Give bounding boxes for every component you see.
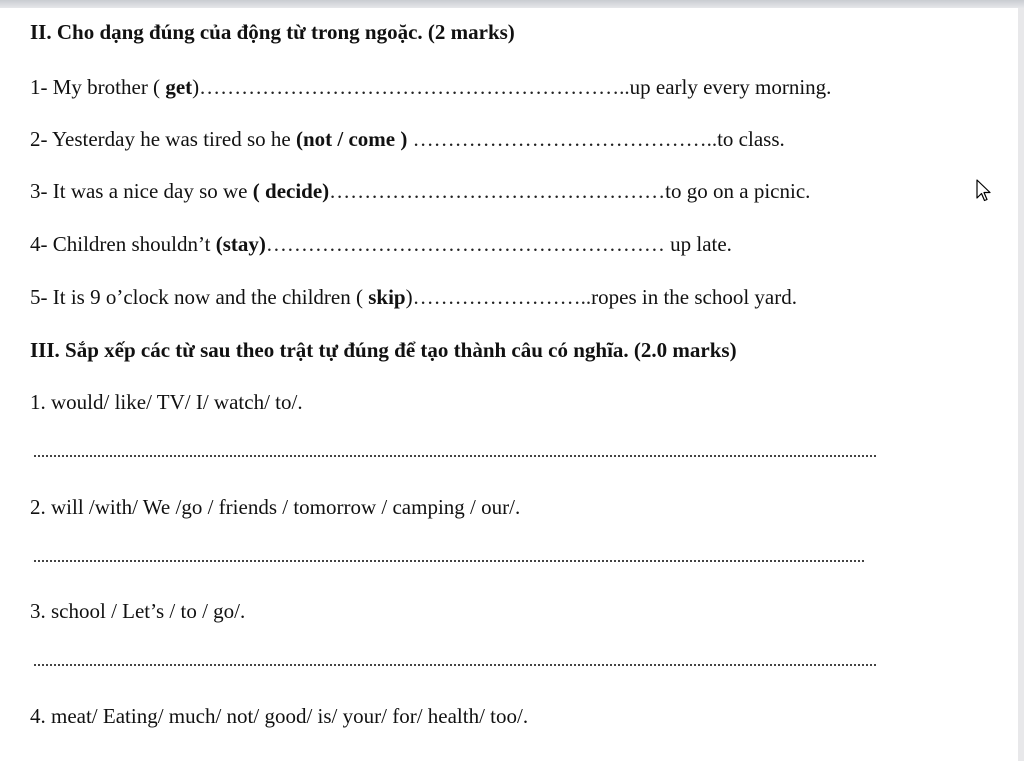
answer-line-1[interactable] [34,455,876,457]
exercise-item-5 [30,284,797,310]
answer-blank[interactable]: …………………………………………………….. [199,75,630,99]
item-prefix: 1- My brother ( [30,75,166,99]
section-2-heading: II. Cho dạng đúng của động từ trong ngoặc. (2 marks) [30,20,515,44]
item-verb: (not / come ) [295,127,408,151]
item-close: ) [192,75,200,99]
reorder-item-4: 4. meat/ Eating/ much/ not/ good/ is/ your/ for/ health/ too/. [30,704,529,728]
item-tail: ropes in the school yard. [591,285,797,309]
scrollbar-track[interactable] [1018,8,1024,761]
item-tail: to go on a picnic. [665,179,811,203]
item-prefix: 5- It is 9 o’clock now and the children ( [30,285,369,309]
item-verb: ( decide) [252,179,330,203]
answer-blank[interactable]: …………………….. [412,285,592,309]
item-verb: get [165,75,193,99]
mouse-pointer-icon [976,179,992,203]
item-tail: up early every morning. [629,75,832,99]
item-verb: skip [368,285,406,309]
exercise-item-4 [30,231,732,257]
exercise-item-1 [30,74,831,100]
item-tail: to class. [717,127,785,151]
reorder-item-3: 3. school / Let’s / to / go/. [30,599,246,623]
answer-blank[interactable]: ………………………………………………… [265,232,671,256]
section-3-heading: III. Sắp xếp các từ sau theo trật tự đúng để tạo thành câu có nghĩa. (2.0 marks) [30,338,737,362]
reorder-item-2: 2. will /with/ We /go / friends / tomorrow / camping / our/. [30,495,521,519]
answer-line-3[interactable] [34,664,876,666]
item-tail: up late. [670,232,732,256]
item-verb: (stay) [215,232,266,256]
answer-blank[interactable]: …………………………………….. [407,127,718,151]
answer-blank[interactable]: ………………………………………… [329,179,666,203]
reorder-item-1: 1. would/ like/ TV/ I/ watch/ to/. [30,390,303,414]
item-prefix: 3- It was a nice day so we [30,179,253,203]
answer-line-2[interactable] [34,560,864,562]
item-prefix: 4- Children shouldn’t [30,232,216,256]
exercise-item-2 [30,126,785,152]
item-prefix: 2- Yesterday he was tired so he [30,127,296,151]
exercise-item-3 [30,178,810,204]
window-top-bar [0,0,1024,8]
item-close: ) [405,285,413,309]
